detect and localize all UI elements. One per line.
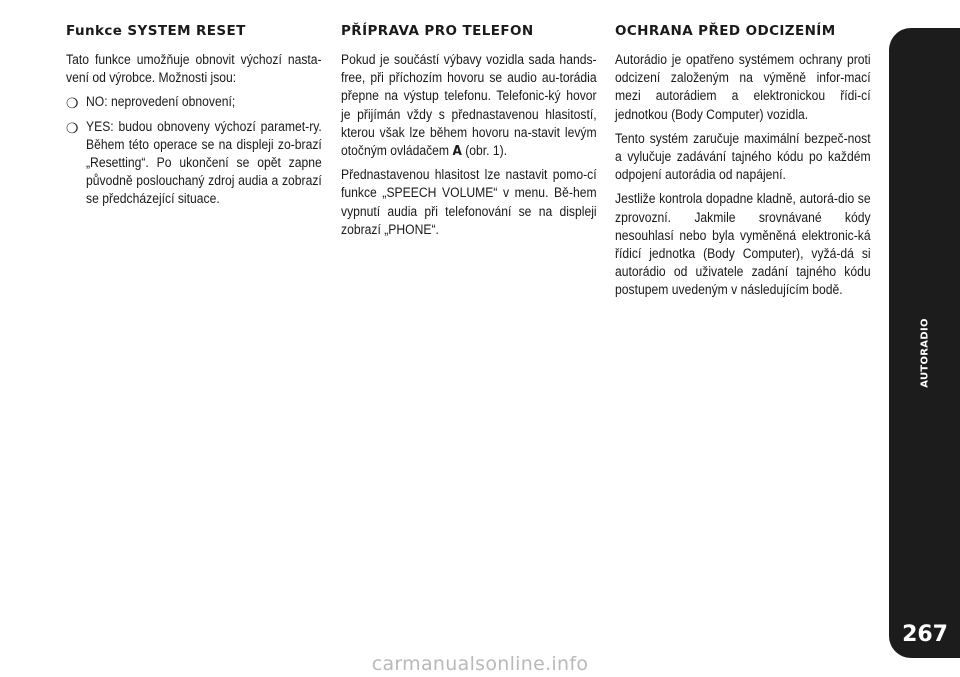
section-theft-protection <box>615 22 871 306</box>
page-number: 267 <box>902 622 948 647</box>
chapter-tab <box>889 28 960 658</box>
bullet-icon: ❍ <box>66 119 79 136</box>
paragraph: Přednastavenou hlasitost lze nastavit pomo-cí funkce „SPEECH VOLUME“ v menu. Bě-hem vypnutí audia při telefonování se na displeji zobrazí „PHONE“. <box>341 167 597 237</box>
control-reference: A <box>452 143 462 160</box>
section-heading: Funkce SYSTEM RESET <box>66 23 246 39</box>
section-heading: OCHRANA PŘED ODCIZENÍM <box>615 23 836 39</box>
list-item <box>66 118 322 209</box>
list-item <box>66 93 322 111</box>
intro-paragraph: Tato funkce umožňuje obnovit výchozí nasta-vení od výrobce. Možnosti jsou: <box>66 52 322 86</box>
paragraph: Autorádio je opatřeno systémem ochrany proti odcizení založeným na výměně infor-mací mezi autorádiem a elektronickou řídi-cí jednotkou (Body Computer) vozidla. <box>615 52 871 122</box>
section-phone-preparation <box>341 22 597 245</box>
paragraph: Jestliže kontrola dopadne kladně, autorá-dio se zprovozní. Jakmile srovnávané kódy nesouhlasí nebo byla vyměněná elektronic-ká řídicí jednotka (Body Computer), vyžá-dá si autorádio od uživatele zadání tajného kódu postupem uvedeným v následujícím bodě. <box>615 191 871 298</box>
list-item-text: YES: budou obnoveny výchozí paramet-ry. Během této operace se na displeji zo-brazí „Resetting“. Po ukončení se opět zapne původně poslouchaný zdroj audia a zobrazí se předcházející situace. <box>86 118 322 207</box>
section-system-reset <box>66 22 322 215</box>
list-item-text: NO: neprovedení obnovení; <box>86 94 236 110</box>
section-heading: PŘÍPRAVA PRO TELEFON <box>341 23 534 39</box>
watermark: carmanualsonline.info <box>371 653 589 675</box>
paragraph: Pokud je součástí výbavy vozidla sada hands-free, při příchozím hovoru se audio au-torádia přepne na výstup telefonu. Telefonic-ký hovor je přijímán vždy s přednastavenou hlasitostí, kterou však lze během hovoru na-stavit levým otočným ovládačem A (obr. 1). <box>341 52 597 160</box>
bullet-icon: ❍ <box>66 95 79 112</box>
chapter-label: AUTORADIO <box>919 318 930 388</box>
paragraph: Tento systém zaručuje maximální bezpeč-nost a vylučuje zadávání tajného kódu po každém odpojení autorádia od napájení. <box>615 130 871 183</box>
